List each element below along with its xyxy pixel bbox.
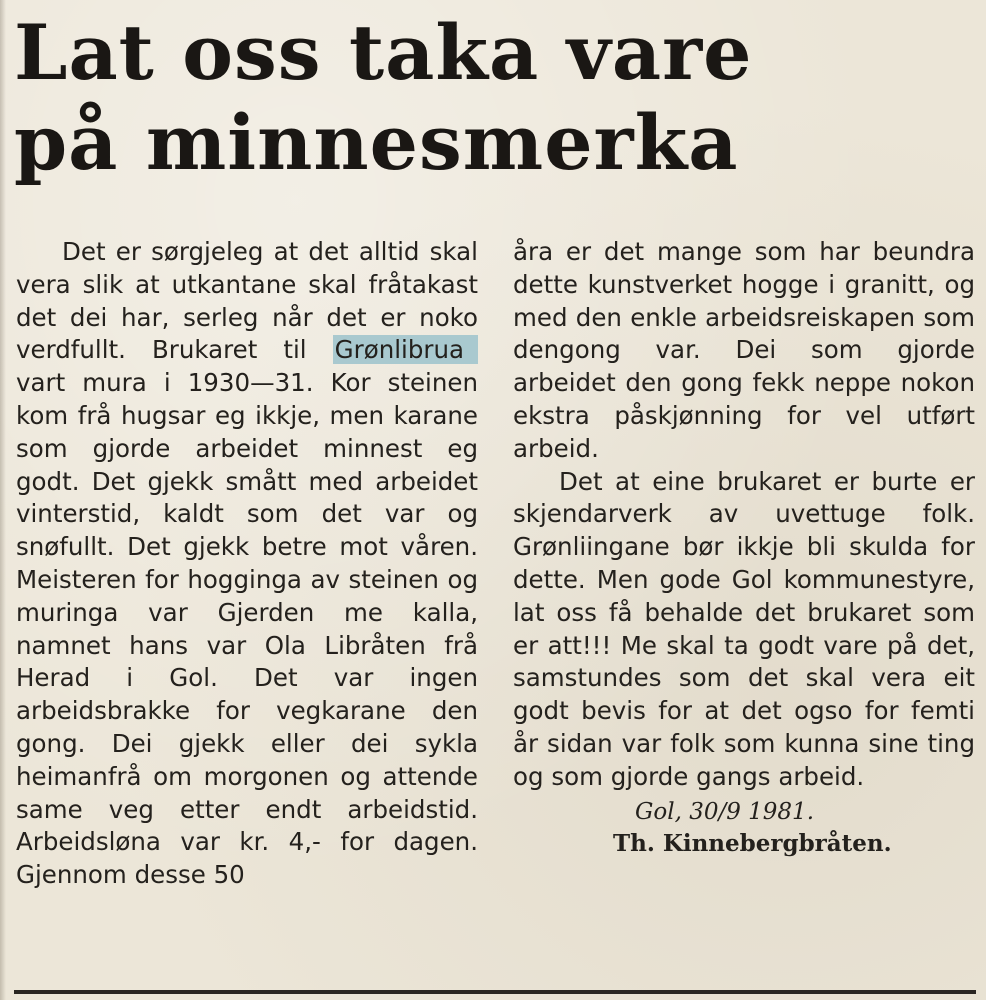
highlighted-word[interactable]: Grønlibrua [333, 335, 478, 364]
left-text-after-highlight: vart mura i 1930—31. Kor steinen kom frå hugsar eg ikkje, men karane som gjorde arbeidet minnest eg godt. Det gjekk smått med arbeidet vinterstid, kaldt som det var og snøfullt. Det gjekk betre mot våren. Meisteren for hogginga av steinen og muringa var Gjerden me kalla, namnet hans var Ola Libråten frå Herad i Gol. Det var ingen arbeidsbrakke for vegkarane den gong. Dei gjekk eller dei sykla heimanfrå om morgonen og attende same veg etter endt arbeidstid. Arbeidsløna var kr. 4,- for dagen. Gjennom desse 50 [16, 368, 478, 890]
headline-line-2: på minnesmerka [14, 98, 739, 187]
signature-author: Th. Kinnebergbråten. [613, 829, 892, 857]
signature-place-date: Gol, 30/9 1981. [635, 798, 815, 825]
bottom-rule [14, 990, 976, 994]
headline [14, 8, 974, 188]
left-paragraph-1 [16, 236, 478, 892]
paper-edge-shadow [0, 0, 6, 1000]
article-column-right [513, 236, 975, 860]
article-column-left [16, 236, 478, 892]
left-text-before-highlight: Det er sørgjeleg at det alltid skal vera slik at utkantane skal fråtakast det dei har, serleg når det er noko verdfullt. Brukaret til [16, 237, 478, 365]
right-paragraph-1: åra er det mange som har beundra dette kunstverket hogge i granitt, og med den enkle arbeidsreiskapen som dengong var. Dei som gjorde arbeidet den gong fekk neppe nokon ekstra påskjønning for vel utført arbeid. [513, 237, 975, 463]
right-paragraph-2: Det at eine brukaret er burte er skjendarverk av uvettuge folk. Grønliingane bør ikkje bli skulda for dette. Men gode Gol kommunestyre, lat oss få behalde det brukaret som er att!!! Me skal ta godt vare på det, samstundes som det skal vera eit godt bevis for at det ogso for femti år sidan var folk som kunna sine ting og som gjorde gangs arbeid. [513, 466, 975, 791]
headline-line-1: Lat oss taka vare [14, 8, 753, 97]
